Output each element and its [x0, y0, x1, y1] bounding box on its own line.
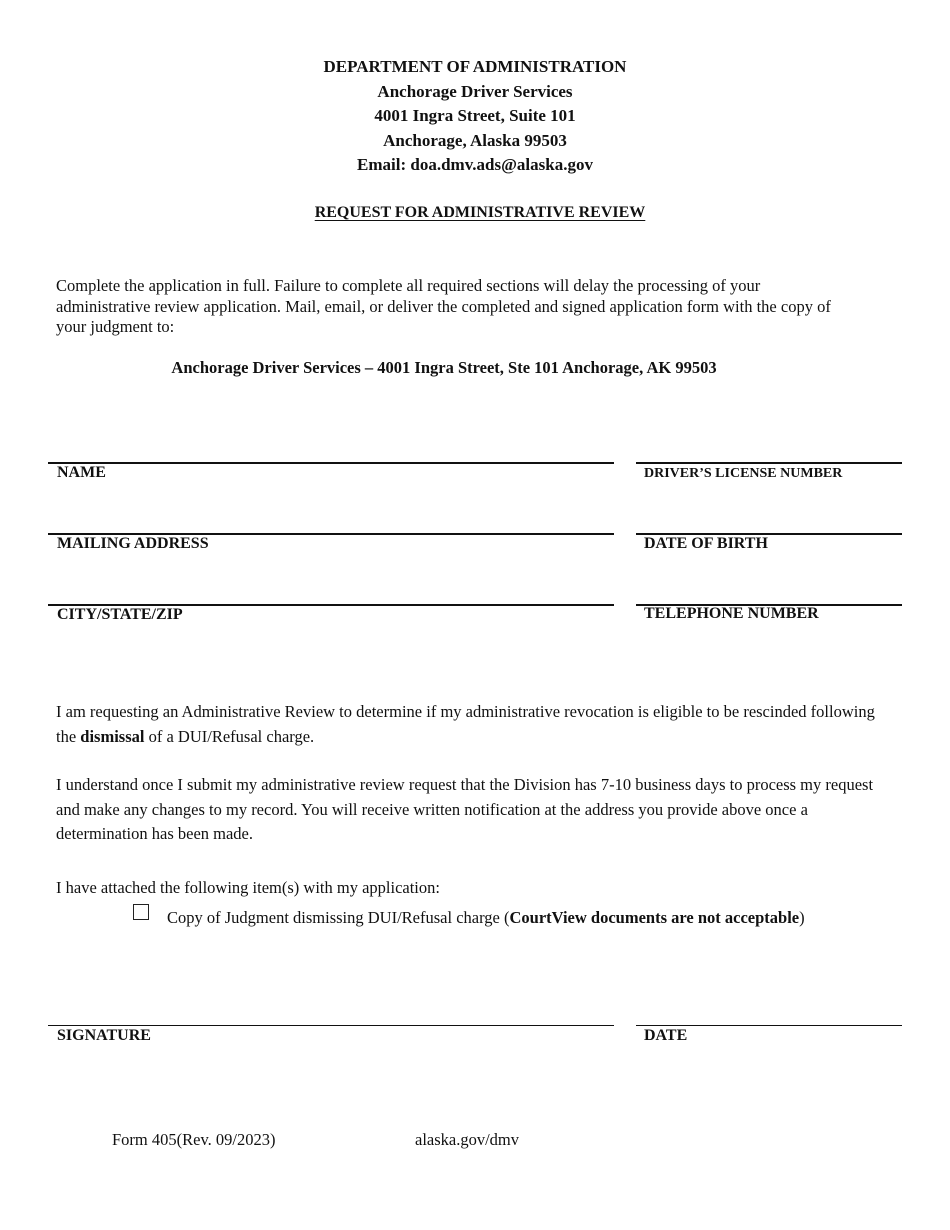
office-name: Anchorage Driver Services	[377, 81, 573, 101]
name-label: NAME	[57, 464, 106, 481]
statement-request: I am requesting an Administrative Review to determine if my administrative revocation is eligible to be rescinded following the dismissal of a DUI/Refusal charge.	[56, 702, 875, 746]
office-email: Email: doa.dmv.ads@alaska.gov	[357, 155, 593, 174]
mailing-address-label: MAILING ADDRESS	[57, 535, 209, 552]
department-name: DEPARTMENT OF ADMINISTRATION	[323, 57, 627, 76]
signature-line[interactable]	[48, 1025, 614, 1026]
statement-processing: I understand once I submit my administrative review request that the Division has 7-10 business days to process my request and make any changes to my record. You will receive written notification at the address you provide above once a determination has been made.	[56, 775, 874, 843]
date-line[interactable]	[636, 1025, 902, 1026]
city-state-zip-label: CITY/STATE/ZIP	[57, 606, 183, 623]
license-line[interactable]	[636, 462, 902, 464]
office-street: 4001 Ingra Street, Suite 101	[374, 106, 576, 125]
judgment-checkbox-label: Copy of Judgment dismissing DUI/Refusal charge (CourtView documents are not acceptable)	[167, 908, 805, 927]
signature-label: SIGNATURE	[57, 1027, 151, 1044]
judgment-checkbox[interactable]	[133, 904, 149, 920]
date-label: DATE	[644, 1027, 688, 1044]
form-title: REQUEST FOR ADMINISTRATIVE REVIEW	[314, 204, 646, 221]
name-line[interactable]	[48, 462, 614, 464]
license-label: DRIVER’S LICENSE NUMBER	[644, 466, 843, 481]
website-link[interactable]: alaska.gov/dmv	[415, 1130, 520, 1149]
intro-text: Complete the application in full. Failure to complete all required sections will delay the processing of your administrative review application. Mail, email, or deliver the completed and signed application form with the copy of your judgment to:	[56, 276, 831, 336]
delivery-address: Anchorage Driver Services – 4001 Ingra Street, Ste 101 Anchorage, AK 99503	[171, 358, 717, 377]
telephone-label: TELEPHONE NUMBER	[644, 605, 819, 622]
attached-label: I have attached the following item(s) with my application:	[56, 878, 440, 897]
form-number: Form 405(Rev. 09/2023)	[112, 1130, 276, 1149]
dob-label: DATE OF BIRTH	[644, 535, 768, 552]
office-city: Anchorage, Alaska 99503	[383, 130, 567, 150]
